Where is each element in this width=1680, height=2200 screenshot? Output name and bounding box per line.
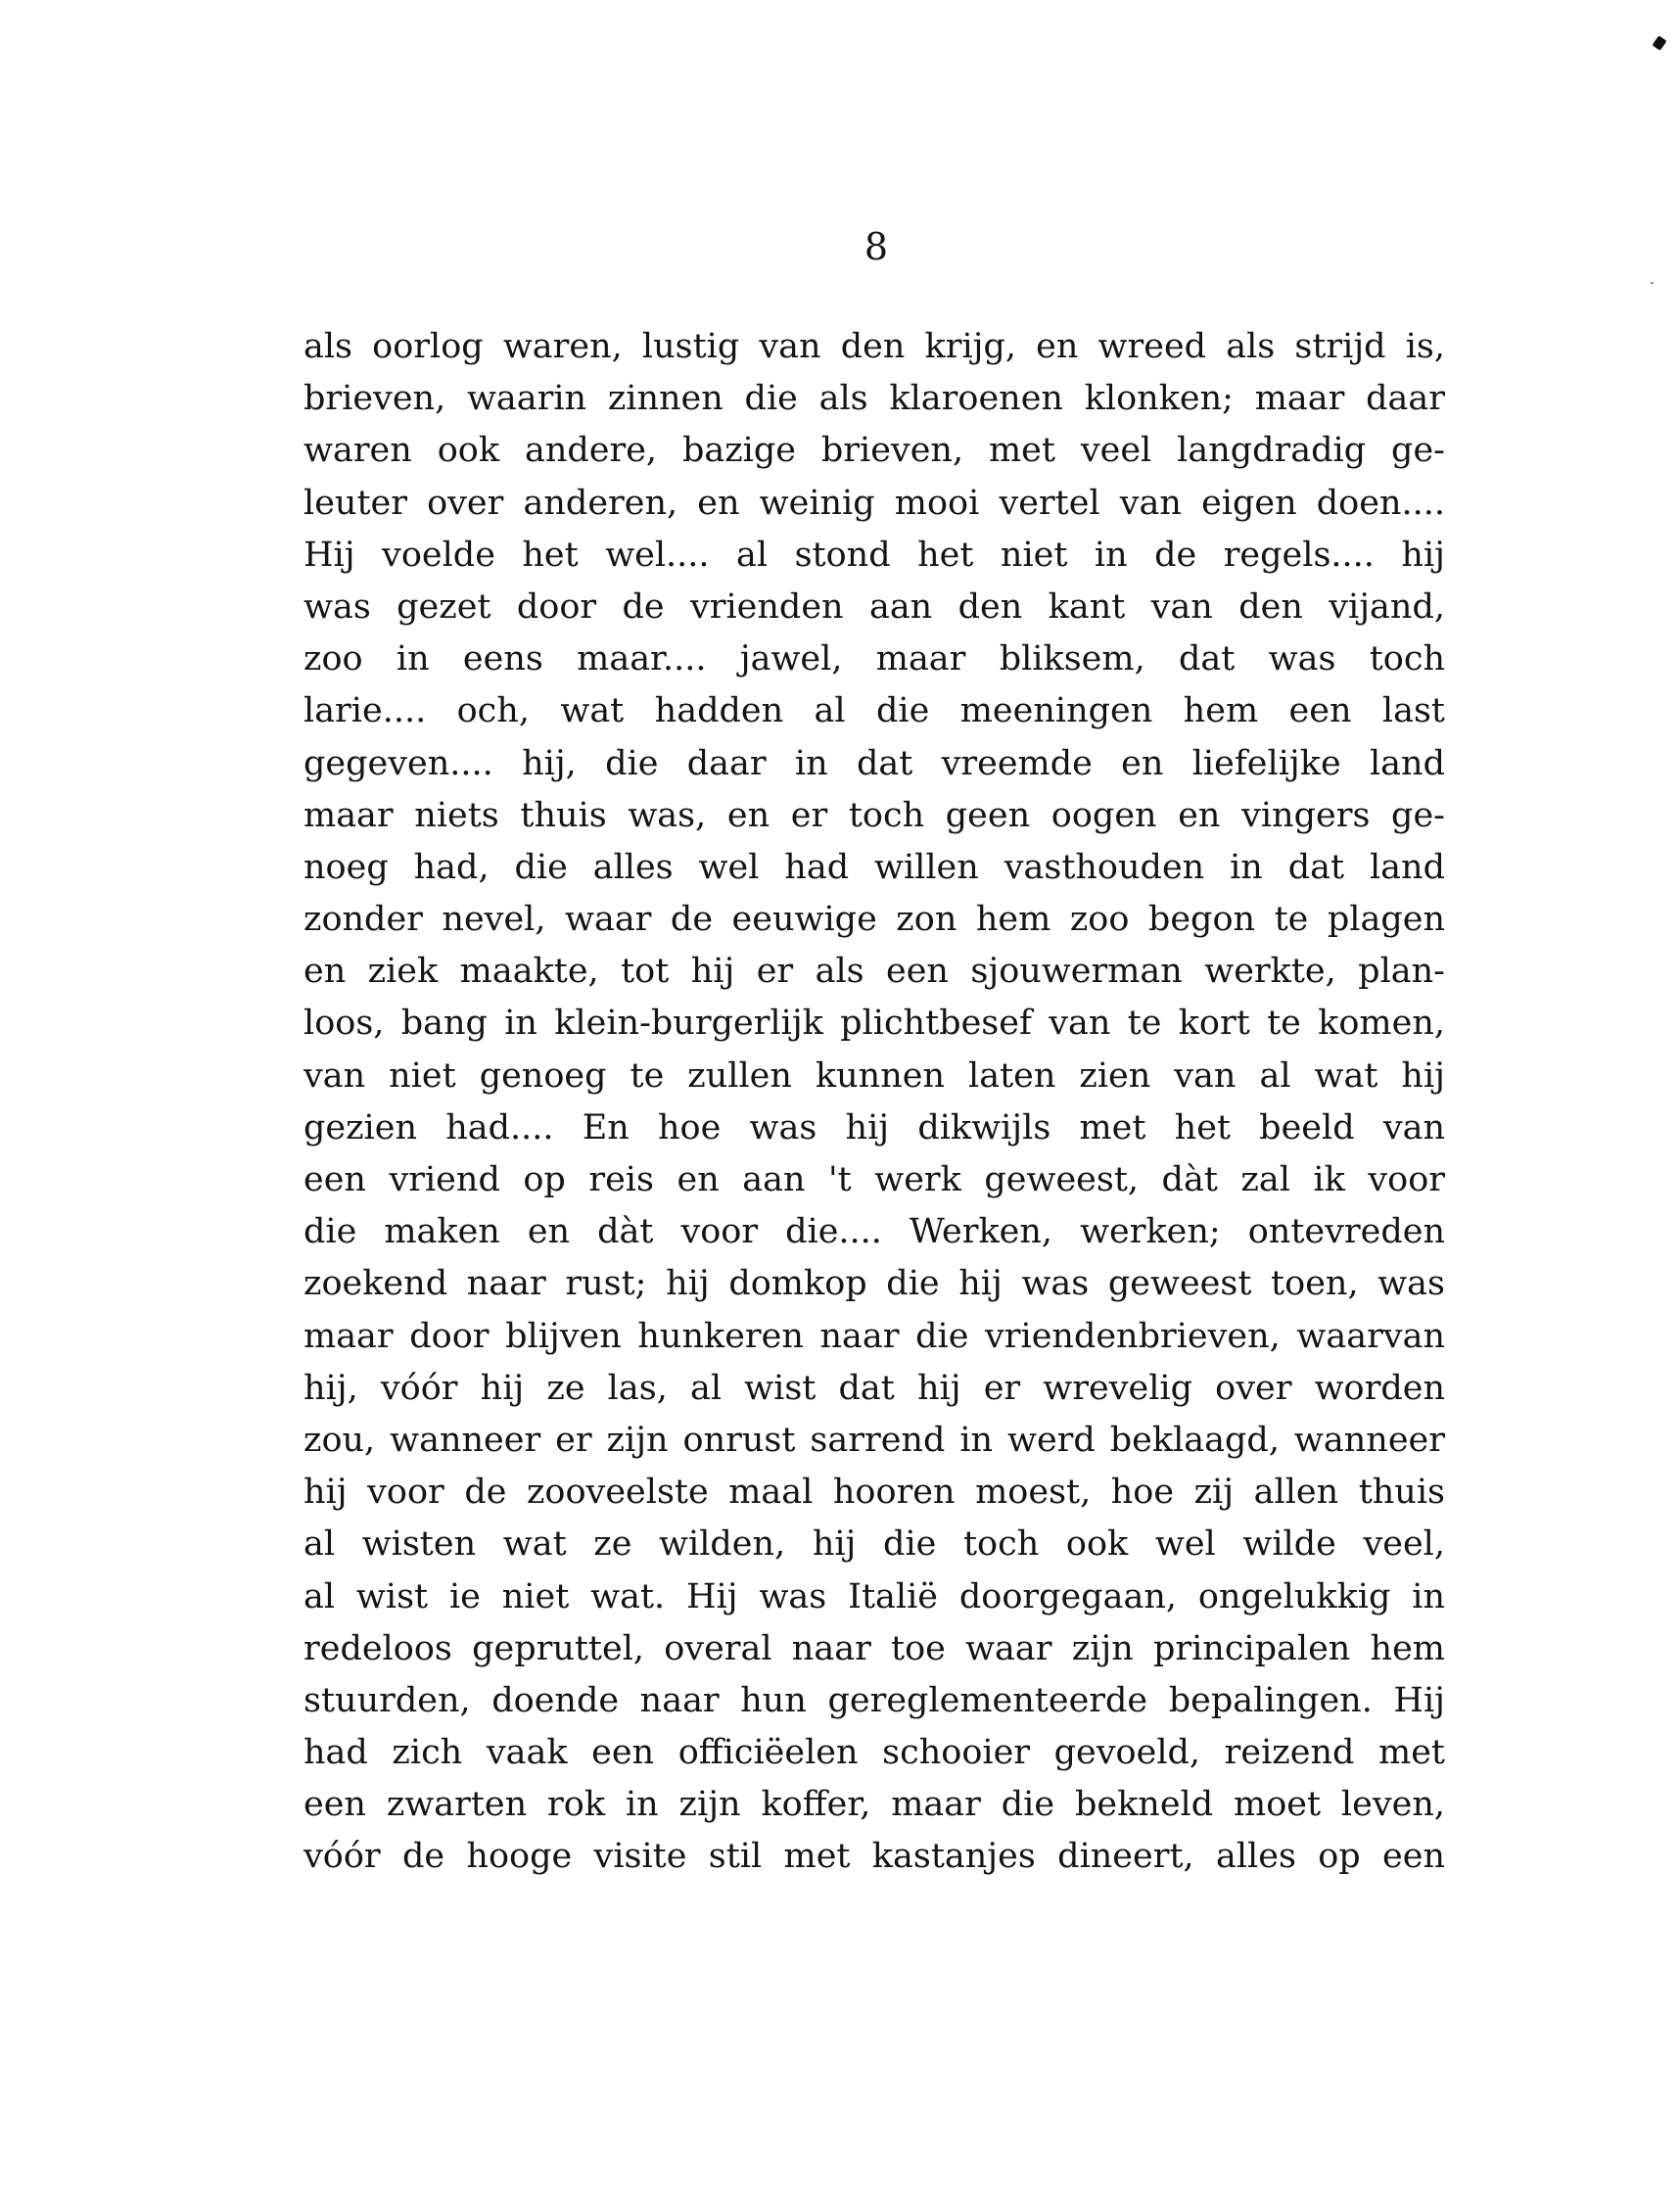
text-line: brieven, waarin zinnen die als klaroenen klonken; maar daar bbox=[303, 379, 1445, 419]
text-line: zoekend naar rust; hij domkop die hij was geweest toen, was bbox=[303, 1264, 1445, 1304]
text-line: en ziek maakte, tot hij er als een sjouwerman werkte, plan- bbox=[303, 952, 1445, 992]
text-line: zoo in eens maar.... jawel, maar bliksem, dat was toch bbox=[303, 639, 1445, 679]
text-line: hij, vóór hij ze las, al wist dat hij er wrevelig over worden bbox=[303, 1368, 1445, 1408]
text-line: was gezet door de vrienden aan den kant van den vijand, bbox=[303, 586, 1445, 627]
scan-corner-mark bbox=[1652, 35, 1666, 51]
page-number: 8 bbox=[863, 225, 889, 268]
text-line: Hij voelde het wel.... al stond het niet in de regels.... hij bbox=[303, 535, 1445, 575]
scan-speck bbox=[1651, 282, 1654, 284]
text-line: al wisten wat ze wilden, hij die toch ook wel wilde veel, bbox=[303, 1524, 1445, 1565]
text-line: als oorlog waren, lustig van den krijg, en wreed als strijd is, bbox=[303, 327, 1445, 366]
text-line: van niet genoeg te zullen kunnen laten zien van al wat hij bbox=[303, 1055, 1445, 1096]
text-line: had zich vaak een officiëelen schooier gevoeld, reizend met bbox=[303, 1733, 1445, 1773]
text-line: gezien had.... En hoe was hij dikwijls met het beeld van bbox=[303, 1107, 1445, 1147]
text-line: al wist ie niet wat. Hij was Italië doorgegaan, ongelukkig in bbox=[303, 1576, 1445, 1616]
text-line: zonder nevel, waar de eeuwige zon hem zoo begon te plagen bbox=[303, 900, 1445, 940]
text-line: leuter over anderen, en weinig mooi vertel van eigen doen.... bbox=[303, 483, 1445, 523]
text-line: hij voor de zooveelste maal hooren moest, hoe zij allen thuis bbox=[303, 1473, 1445, 1513]
text-line: larie.... och, wat hadden al die meeningen hem een last bbox=[303, 691, 1445, 731]
text-line: maar niets thuis was, en er toch geen oogen en vingers ge- bbox=[303, 795, 1445, 835]
text-line: die maken en dàt voor die.... Werken, werken; ontevreden bbox=[303, 1212, 1445, 1252]
text-line: een zwarten rok in zijn koffer, maar die bekneld moet leven, bbox=[303, 1785, 1445, 1825]
text-line: gegeven.... hij, die daar in dat vreemde en liefelijke land bbox=[303, 743, 1445, 783]
text-line: vóór de hooge visite stil met kastanjes dineert, alles op een bbox=[303, 1837, 1445, 1877]
text-line: noeg had, die alles wel had willen vasthouden in dat land bbox=[303, 847, 1445, 887]
text-line: redeloos gepruttel, overal naar toe waar zijn principalen hem bbox=[303, 1628, 1445, 1668]
text-line: zou, wanneer er zijn onrust sarrend in werd beklaagd, wanneer bbox=[303, 1420, 1445, 1460]
text-line: loos, bang in klein-burgerlijk plichtbesef van te kort te komen, bbox=[303, 1004, 1445, 1044]
text-line: stuurden, doende naar hun gereglementeerde bepalingen. Hij bbox=[303, 1680, 1445, 1720]
text-line: maar door blijven hunkeren naar die vriendenbrieven, waarvan bbox=[303, 1316, 1445, 1356]
body-text bbox=[303, 321, 1445, 1884]
text-line: een vriend op reis en aan 't werk geweest, dàt zal ik voor bbox=[303, 1160, 1445, 1199]
text-line: waren ook andere, bazige brieven, met veel langdradig ge- bbox=[303, 431, 1445, 471]
